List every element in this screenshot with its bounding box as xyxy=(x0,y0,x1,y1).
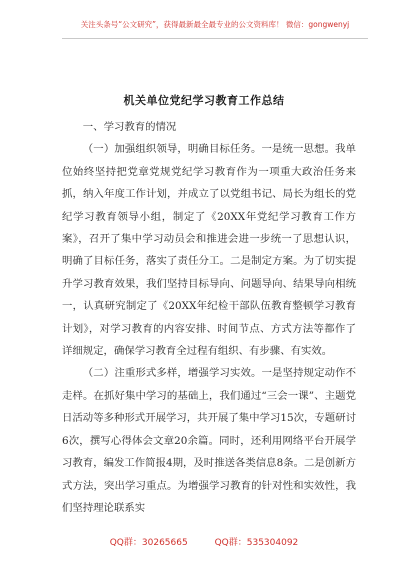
header-banner: 关注头条号“公文研究”，获得最新最全最专业的公文资料库！ 微信：gongwenyj xyxy=(80,20,350,29)
body-paragraph: （二）注重形式多样，增强学习实效。一是坚持规定动作不走样。在抓好集中学习的基础上，我们通过“三会一课”、主题党日活动等多种形式开展学习，共开展了集中学习15次，专题研讨6次，撰写心得体会文章20余篇。同时，还利用网络平台开展学习教育，编发工作简报4期，及时推送各类信息8条。二是创新方式方法，突出学习重点。为增强学习教育的针对性和实效性，我们坚持理论联系实 xyxy=(62,367,356,514)
body-paragraph: （一）加强组织领导，明确目标任务。一是统一思想。我单位始终坚持把党章党规党纪学习教育作为一项重大政治任务来抓，纳入年度工作计划，并成立了以党组书记、局长为组长的党纪学习教育领导小组，制定了《20XX年党纪学习教育工作方案》，召开了集中学习动员会和推进会进一步统一了思想认识，明确了目标任务，落实了责任分工。二是制定方案。为了切实提升学习教育效果，我们坚持目标导向、问题导向、结果导向相统一，认真研究制定了《20XX年纪检干部队伍教育整顿学习教育计划》，对学习教育的内容安排、时间节点、方式方法等都作了详细规定，确保学习教育全过程有组织、有步骤、有实效。 xyxy=(62,143,356,358)
section-heading: 一、学习教育的情况 xyxy=(82,121,177,133)
footer-qq-group-1: QQ群：30265665 xyxy=(109,538,188,548)
footer-qq-group-2: QQ群：535304092 xyxy=(214,538,299,548)
document-title: 机关单位党纪学习教育工作总结 xyxy=(123,94,285,107)
document-body xyxy=(62,116,356,519)
header-divider xyxy=(62,38,368,39)
footer-contact xyxy=(0,535,408,548)
